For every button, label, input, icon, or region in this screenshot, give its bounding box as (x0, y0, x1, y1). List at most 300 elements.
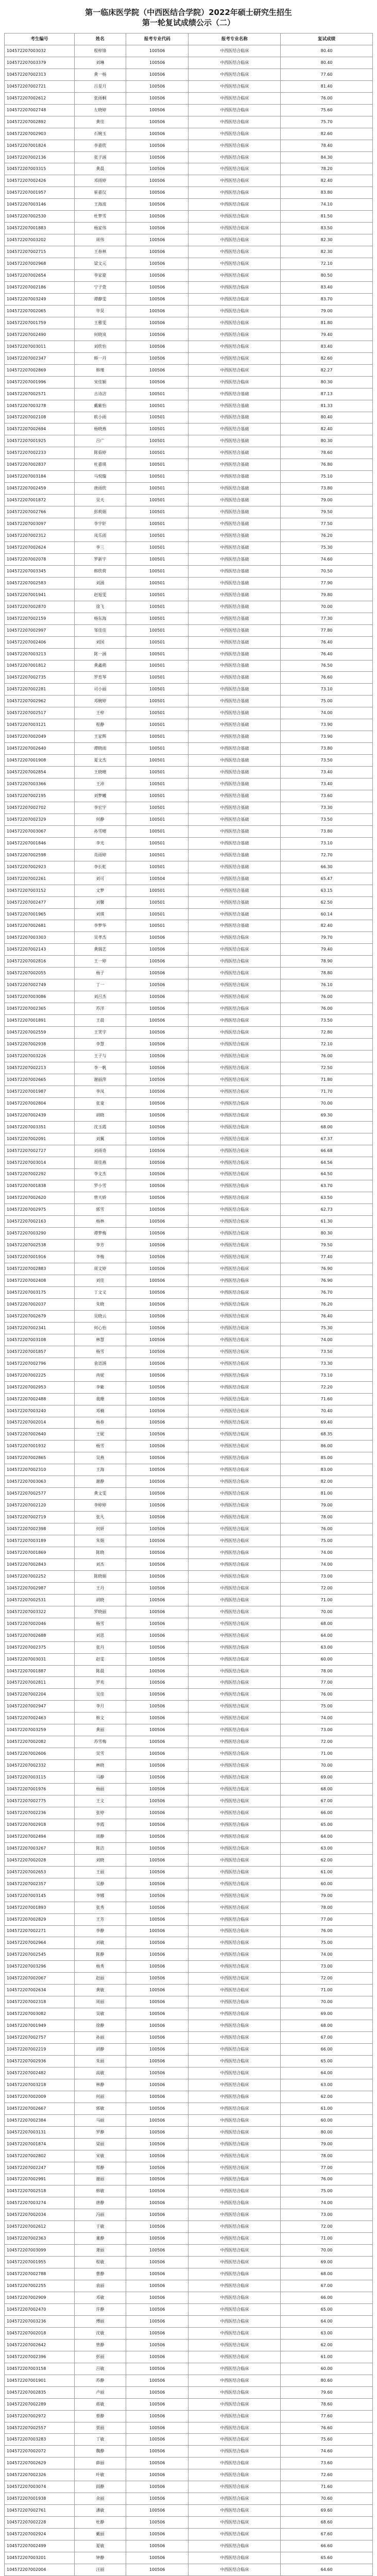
cell-name: 彭丽 (74, 2351, 126, 2363)
cell-major-code: 100501 (126, 731, 188, 743)
cell-score: 76.40 (281, 636, 373, 648)
cell-candidate-id: 104572207002271 (5, 1925, 75, 1937)
cell-name: 潘敏 (74, 2505, 126, 2517)
cell-major-code: 100506 (126, 317, 188, 329)
cell-name: 谭静雯 (74, 293, 126, 305)
table-row (5, 282, 373, 294)
cell-major-name: 中西医结合临床 (188, 1358, 281, 1369)
cell-candidate-id: 104572207002835 (5, 2386, 75, 2398)
cell-major-code: 100506 (126, 1133, 188, 1145)
cell-name: 高敏 (74, 2067, 126, 2079)
cell-major-name: 中西医结合临床 (188, 1500, 281, 1512)
cell-name: 冯丽 (74, 2209, 126, 2221)
table-row (5, 2304, 373, 2316)
cell-major-code: 100506 (126, 1866, 188, 1878)
cell-score: 74.00 (281, 1558, 373, 1570)
cell-name: 李静 (74, 1925, 126, 1937)
cell-candidate-id: 104572207002120 (5, 1500, 75, 1512)
cell-candidate-id: 104572207002816 (5, 956, 75, 968)
cell-major-code: 100506 (126, 1973, 188, 1985)
cell-score: 72.00 (281, 1582, 373, 1594)
cell-score: 79.00 (281, 305, 373, 317)
cell-major-name: 中西医结合临床 (188, 317, 281, 329)
cell-name: 杨雪 (74, 1618, 126, 1630)
cell-score: 69.00 (281, 2257, 373, 2268)
cell-candidate-id: 104572207001908 (5, 755, 75, 767)
cell-major-name: 中西医结合临床 (188, 2540, 281, 2552)
cell-score: 74.60 (281, 2446, 373, 2458)
cell-major-name: 中西医结合基础 (188, 814, 281, 825)
cell-major-name: 中西医结合基础 (188, 790, 281, 802)
cell-candidate-id: 104572207002347 (5, 352, 75, 364)
table-row (5, 767, 373, 778)
cell-major-name: 中西医结合临床 (188, 944, 281, 956)
table-row (5, 1393, 373, 1405)
cell-candidate-id: 104572207002557 (5, 2422, 75, 2434)
cell-score: 64.00 (281, 1630, 373, 1641)
cell-major-name: 中西医结合临床 (188, 991, 281, 1003)
cell-candidate-id: 104572207002384 (5, 2114, 75, 2126)
cell-major-code: 100501 (126, 707, 188, 719)
cell-score: 83.50 (281, 223, 373, 234)
cell-candidate-id: 104572207003184 (5, 471, 75, 483)
cell-name: 郑静 (74, 2162, 126, 2174)
cell-name: 袁语涵 (74, 1358, 126, 1369)
table-row (5, 861, 373, 873)
cell-major-name: 中西医结合基础 (188, 565, 281, 577)
cell-name: 萧丽 (74, 2245, 126, 2257)
cell-score: 60.14 (281, 908, 373, 920)
cell-candidate-id: 104572207001891 (5, 1015, 75, 1027)
cell-candidate-id: 104572207001812 (5, 660, 75, 672)
cell-score: 73.10 (281, 837, 373, 849)
cell-candidate-id: 104572207003031 (5, 1653, 75, 1665)
cell-major-name: 中西医结合基础 (188, 837, 281, 849)
cell-major-code: 100506 (126, 1358, 188, 1369)
cell-candidate-id: 104572207002997 (5, 624, 75, 636)
cell-name: 李一帆 (74, 1062, 126, 1074)
cell-candidate-id: 104572207002439 (5, 1109, 75, 1121)
cell-major-code: 100506 (126, 1831, 188, 1842)
cell-name: 刘琳 (74, 57, 126, 69)
page-title (0, 7, 377, 28)
cell-major-code: 100506 (126, 1760, 188, 1772)
cell-major-code: 100506 (126, 1003, 188, 1015)
cell-major-code: 100506 (126, 376, 188, 388)
cell-candidate-id: 104572207002606 (5, 1748, 75, 1760)
cell-major-code: 100506 (126, 1961, 188, 1973)
table-row (5, 447, 373, 459)
table-row (5, 45, 373, 57)
cell-major-name: 中西医结合临床 (188, 1133, 281, 1145)
cell-major-code: 100506 (126, 151, 188, 163)
cell-major-code: 100501 (126, 802, 188, 814)
cell-score: 63.50 (281, 1192, 373, 1204)
cell-score: 62.73 (281, 1204, 373, 1216)
cell-name: 李霞 (74, 1819, 126, 1831)
header-candidate-id: 考生编号 (5, 33, 75, 45)
cell-major-code: 100501 (126, 755, 188, 767)
cell-score: 64.50 (281, 1168, 373, 1180)
cell-name: 杨春 (74, 1417, 126, 1429)
table-row (5, 1157, 373, 1168)
cell-name: 何丽 (74, 2091, 126, 2103)
cell-score: 68.00 (281, 1618, 373, 1630)
cell-major-code: 100506 (126, 2327, 188, 2339)
table-row (5, 2032, 373, 2044)
cell-major-code: 100506 (126, 2517, 188, 2529)
cell-score: 74.00 (281, 1547, 373, 1559)
cell-score: 70.50 (281, 565, 373, 577)
cell-score: 72.50 (281, 1062, 373, 1074)
table-row (5, 1890, 373, 1902)
cell-major-code: 100506 (126, 2493, 188, 2505)
cell-name: 杨东海 (74, 613, 126, 624)
table-row (5, 2268, 373, 2280)
cell-name: 李月 (74, 1701, 126, 1713)
cell-score: 79.50 (281, 1240, 373, 1251)
cell-candidate-id: 104572207003146 (5, 199, 75, 211)
cell-score: 70.00 (281, 1606, 373, 1618)
cell-major-name: 中西医结合临床 (188, 223, 281, 234)
cell-name: 傅丽 (74, 2315, 126, 2327)
cell-major-code: 100506 (126, 1996, 188, 2008)
cell-score: 81.33 (281, 400, 373, 412)
cell-candidate-id: 104572207002136 (5, 151, 75, 163)
cell-name: 杨子 (74, 968, 126, 979)
cell-major-code: 100501 (126, 565, 188, 577)
cell-major-name: 中西医结合临床 (188, 1062, 281, 1074)
cell-major-name: 中西医结合临床 (188, 1736, 281, 1748)
table-row (5, 2398, 373, 2410)
cell-major-code: 100506 (126, 1535, 188, 1547)
cell-major-name: 中西医结合临床 (188, 258, 281, 270)
cell-major-name: 中西医结合基础 (188, 885, 281, 896)
table-row (5, 329, 373, 341)
cell-candidate-id: 104572207003290 (5, 1228, 75, 1240)
cell-name: 吕敏 (74, 2363, 126, 2375)
table-row (5, 1677, 373, 1689)
cell-major-code: 100506 (126, 1618, 188, 1630)
cell-score: 76.90 (281, 1275, 373, 1287)
cell-score: 73.30 (281, 802, 373, 814)
cell-score: 74.00 (281, 1713, 373, 1724)
cell-major-name: 中西医结合临床 (188, 2138, 281, 2150)
cell-score: 82.00 (281, 1476, 373, 1488)
cell-candidate-id: 104572207002326 (5, 2469, 75, 2481)
cell-major-name: 中西医结合基础 (188, 920, 281, 932)
cell-candidate-id: 104572207002991 (5, 2174, 75, 2185)
cell-major-code: 100501 (126, 684, 188, 696)
cell-score: 62.00 (281, 1854, 373, 1866)
cell-score: 70.00 (281, 1760, 373, 1772)
cell-score: 76.00 (281, 1689, 373, 1701)
cell-candidate-id: 104572207002968 (5, 258, 75, 270)
cell-candidate-id: 104572207002634 (5, 1985, 75, 1996)
cell-major-code: 100506 (126, 1334, 188, 1346)
cell-name: 夏敏 (74, 2540, 126, 2552)
cell-score: 76.20 (281, 1298, 373, 1310)
cell-major-code: 100501 (126, 790, 188, 802)
cell-score: 67.00 (281, 1795, 373, 1807)
cell-candidate-id: 104572207001883 (5, 223, 75, 234)
cell-major-code: 100506 (126, 2422, 188, 2434)
table-row (5, 991, 373, 1003)
cell-name: 马悦璇 (74, 471, 126, 483)
cell-name: 刘梦曦 (74, 790, 126, 802)
cell-candidate-id: 104572207003249 (5, 293, 75, 305)
table-row (5, 731, 373, 743)
cell-name: 卢丽 (74, 2386, 126, 2398)
cell-score: 75.60 (281, 2434, 373, 2446)
cell-score: 80.30 (281, 376, 373, 388)
cell-major-code: 100506 (126, 1240, 188, 1251)
cell-major-code: 100506 (126, 2410, 188, 2422)
cell-name: 李芳 (74, 1240, 126, 1251)
cell-major-name: 中西医结合临床 (188, 1015, 281, 1027)
table-row (5, 1937, 373, 1949)
cell-score: 73.40 (281, 778, 373, 790)
table-row (5, 849, 373, 861)
cell-major-name: 中西医结合临床 (188, 1913, 281, 1925)
cell-major-code: 100501 (126, 412, 188, 423)
cell-major-code: 100501 (126, 601, 188, 613)
cell-major-name: 中西医结合临床 (188, 187, 281, 199)
cell-major-code: 100506 (126, 293, 188, 305)
cell-name: 吴雪 (74, 1748, 126, 1760)
cell-candidate-id: 104572207002653 (5, 1866, 75, 1878)
cell-major-name: 中西医结合临床 (188, 2375, 281, 2386)
cell-score: 82.40 (281, 175, 373, 187)
cell-major-name: 中西医结合基础 (188, 802, 281, 814)
cell-major-name: 中西医结合临床 (188, 1594, 281, 1606)
cell-major-code: 100506 (126, 1653, 188, 1665)
table-row (5, 435, 373, 447)
cell-major-code: 100501 (126, 837, 188, 849)
cell-major-code: 100506 (126, 1263, 188, 1275)
table-row (5, 400, 373, 412)
cell-score: 70.60 (281, 2493, 373, 2505)
cell-candidate-id: 104572207002398 (5, 1523, 75, 1535)
table-row (5, 2564, 373, 2575)
cell-score: 67.00 (281, 2280, 373, 2292)
cell-major-code: 100506 (126, 944, 188, 956)
cell-major-name: 中西医结合临床 (188, 1003, 281, 1015)
table-row (5, 707, 373, 719)
cell-score: 79.40 (281, 329, 373, 341)
cell-name: 杜嘉琪 (74, 459, 126, 471)
cell-major-name: 中西医结合基础 (188, 861, 281, 873)
cell-score: 78.00 (281, 1665, 373, 1677)
cell-name: 陈晓娟 (74, 1570, 126, 1582)
table-row (5, 541, 373, 553)
cell-score: 74.00 (281, 1334, 373, 1346)
cell-major-code: 100506 (126, 2138, 188, 2150)
cell-major-code: 100506 (126, 2280, 188, 2292)
table-row (5, 2469, 373, 2481)
cell-name: 黄瑞艺 (74, 944, 126, 956)
cell-name: 苏雪梅 (74, 1736, 126, 1748)
cell-name: 李慧 (74, 1039, 126, 1050)
cell-major-code: 100506 (126, 116, 188, 128)
table-row (5, 305, 373, 317)
cell-candidate-id: 104572207003145 (5, 1890, 75, 1902)
cell-score: 65.00 (281, 1819, 373, 1831)
cell-major-name: 中西医结合临床 (188, 1618, 281, 1630)
cell-score: 85.00 (281, 1452, 373, 1464)
cell-name: 黄丽 (74, 1724, 126, 1736)
cell-score: 73.50 (281, 755, 373, 767)
cell-major-name: 中西医结合基础 (188, 577, 281, 589)
cell-name: 李嘉欣 (74, 140, 126, 151)
cell-candidate-id: 104572207002829 (5, 1913, 75, 1925)
table-row (5, 1369, 373, 1381)
cell-candidate-id: 104572207002159 (5, 613, 75, 624)
cell-score: 62.00 (281, 2091, 373, 2103)
cell-score: 76.00 (281, 1003, 373, 1015)
cell-score: 76.70 (281, 1287, 373, 1299)
table-row (5, 2315, 373, 2327)
table-row (5, 1772, 373, 1784)
cell-major-name: 中西医结合临床 (188, 1121, 281, 1133)
cell-candidate-id: 104572207002531 (5, 1594, 75, 1606)
cell-major-code: 100501 (126, 849, 188, 861)
cell-candidate-id: 104572207003014 (5, 1157, 75, 1168)
cell-name: 王一婷 (74, 956, 126, 968)
cell-major-name: 中西医结合临床 (188, 2079, 281, 2091)
cell-name: 王芳 (74, 1913, 126, 1925)
cell-name: 王子与 (74, 1050, 126, 1062)
cell-candidate-id: 104572207002854 (5, 767, 75, 778)
table-row (5, 459, 373, 471)
cell-name: 于敏 (74, 2221, 126, 2233)
cell-major-code: 100506 (126, 2458, 188, 2469)
cell-score: 66.30 (281, 861, 373, 873)
cell-name: 杨晓燕 (74, 423, 126, 435)
cell-major-code: 100501 (126, 767, 188, 778)
cell-score: 81.40 (281, 80, 373, 92)
cell-candidate-id: 104572207003074 (5, 2481, 75, 2493)
cell-major-code: 100506 (126, 1630, 188, 1641)
table-row (5, 2185, 373, 2197)
cell-candidate-id: 104572207002559 (5, 1027, 75, 1039)
cell-score: 73.00 (281, 1961, 373, 1973)
cell-major-name: 中西医结合临床 (188, 1204, 281, 1216)
cell-name: 文梦 (74, 885, 126, 896)
cell-major-code: 100501 (126, 696, 188, 707)
cell-score: 66.00 (281, 1807, 373, 1819)
cell-name: 朱丽 (74, 2055, 126, 2067)
cell-score: 76.20 (281, 530, 373, 542)
table-row (5, 1429, 373, 1440)
cell-name: 韩一丹 (74, 352, 126, 364)
cell-name: 朱晓 (74, 1298, 126, 1310)
cell-name: 孙丽 (74, 2032, 126, 2044)
cell-major-name: 中西医结合临床 (188, 1216, 281, 1228)
cell-major-name: 中西医结合临床 (188, 80, 281, 92)
cell-candidate-id: 104572207001846 (5, 837, 75, 849)
table-row (5, 1039, 373, 1050)
table-row (5, 364, 373, 376)
cell-major-name: 中西医结合临床 (188, 2257, 281, 2268)
cell-major-name: 中西医结合临床 (188, 341, 281, 352)
cell-score: 78.60 (281, 2398, 373, 2410)
table-row (5, 2162, 373, 2174)
cell-major-code: 100506 (126, 1949, 188, 1961)
cell-name: 凤乐雨 (74, 530, 126, 542)
cell-major-code: 100506 (126, 2174, 188, 2185)
cell-candidate-id: 104572207003063 (5, 1476, 75, 1488)
cell-name: 杨丽 (74, 1784, 126, 1795)
cell-score: 81.00 (281, 1488, 373, 1500)
cell-score: 77.00 (281, 1677, 373, 1689)
table-row (5, 553, 373, 565)
cell-candidate-id: 104572207003097 (5, 518, 75, 530)
cell-score: 76.40 (281, 1310, 373, 1322)
cell-major-name: 中西医结合临床 (188, 1157, 281, 1168)
cell-candidate-id: 104572207001872 (5, 495, 75, 506)
cell-candidate-id: 104572207002236 (5, 1807, 75, 1819)
cell-score: 79.00 (281, 2138, 373, 2150)
cell-major-code: 100506 (126, 979, 188, 991)
table-row (5, 495, 373, 506)
table-row (5, 1452, 373, 1464)
cell-major-name: 中西医结合临床 (188, 352, 281, 364)
cell-score: 82.30 (281, 246, 373, 258)
table-row (5, 1086, 373, 1097)
cell-major-code: 100506 (126, 2434, 188, 2446)
cell-candidate-id: 104572207003213 (5, 648, 75, 660)
cell-major-code: 100506 (126, 2091, 188, 2103)
cell-candidate-id: 104572207002640 (5, 1429, 75, 1440)
table-row (5, 719, 373, 731)
table-row (5, 1724, 373, 1736)
cell-candidate-id: 104572207002518 (5, 2185, 75, 2197)
cell-major-code: 100501 (126, 577, 188, 589)
cell-major-name: 中西医结合临床 (188, 2114, 281, 2126)
cell-candidate-id: 104572207003115 (5, 1772, 75, 1784)
cell-name: 谭晓雨 (74, 743, 126, 755)
table-row (5, 1902, 373, 1913)
cell-candidate-id: 104572207001901 (5, 2375, 75, 2386)
cell-major-code: 100506 (126, 57, 188, 69)
cell-name: 李光 (74, 837, 126, 849)
table-row (5, 1464, 373, 1476)
cell-name: 谭梦梅 (74, 1228, 126, 1240)
table-row (5, 2197, 373, 2209)
cell-name: 梁丽 (74, 2138, 126, 2150)
cell-candidate-id: 104572207003201 (5, 2552, 75, 2564)
cell-candidate-id: 104572207002490 (5, 329, 75, 341)
cell-major-code: 100506 (126, 1121, 188, 1133)
cell-name: 陈晓 (74, 1547, 126, 1559)
cell-candidate-id: 104572207002892 (5, 116, 75, 128)
table-row (5, 1263, 373, 1275)
cell-name: 程敏 (74, 2257, 126, 2268)
cell-score: 72.60 (281, 2469, 373, 2481)
table-row (5, 2055, 373, 2067)
cell-major-code: 100506 (126, 1701, 188, 1713)
cell-major-code: 100506 (126, 2008, 188, 2020)
cell-candidate-id: 104572207002642 (5, 2339, 75, 2351)
cell-major-name: 中西医结合基础 (188, 530, 281, 542)
table-row (5, 1949, 373, 1961)
cell-score: 75.60 (281, 104, 373, 116)
cell-score: 81.50 (281, 211, 373, 223)
table-row (5, 2458, 373, 2469)
cell-name: 黄文雯 (74, 1488, 126, 1500)
cell-major-name: 中西医结合临床 (188, 2221, 281, 2233)
